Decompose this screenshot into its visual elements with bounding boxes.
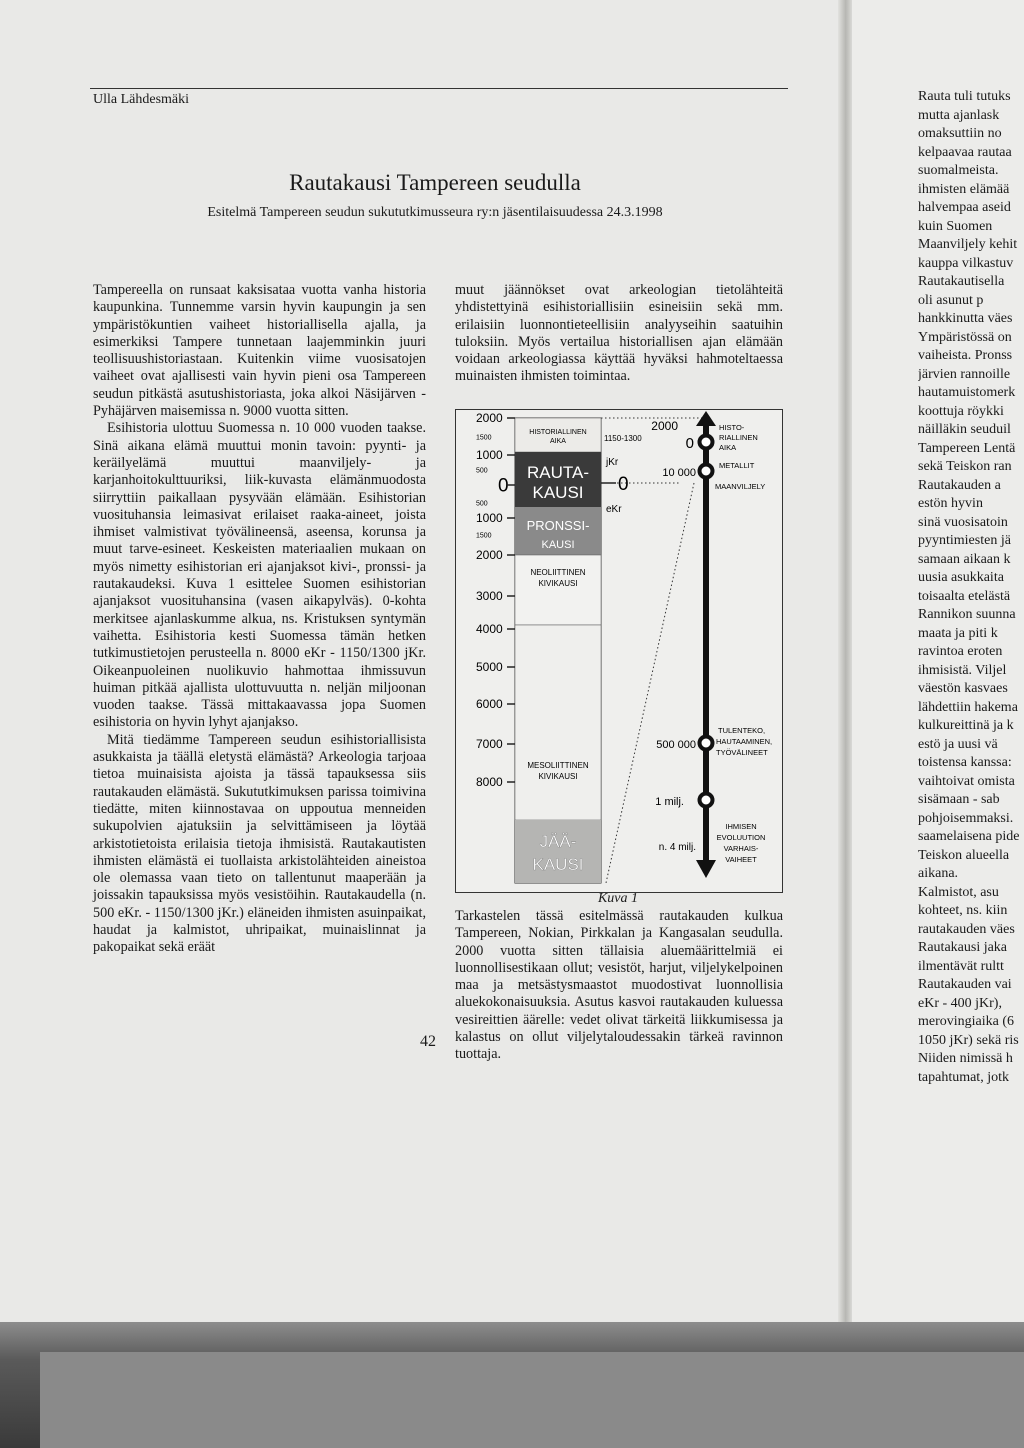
facing-page-line: samaan aikaan k bbox=[918, 551, 1011, 567]
left-axis-label: 1000 bbox=[476, 511, 503, 526]
period-label-aika: AIKA bbox=[550, 438, 566, 445]
jkr-label: jKr bbox=[606, 457, 619, 468]
marker-fire bbox=[700, 737, 713, 750]
facing-page-line: näilläkin seuduil bbox=[918, 422, 1011, 437]
arrow-head-down bbox=[696, 860, 716, 878]
event-histo-1: HISTO- bbox=[719, 423, 745, 432]
facing-page-line: kulkureittinä ja k bbox=[918, 718, 1014, 733]
period-label-pronssi: PRONSSI- bbox=[526, 518, 590, 533]
facing-page-line: suomalmeista. bbox=[918, 163, 999, 178]
period-label-jaa: JÄÄ- bbox=[539, 832, 577, 851]
facing-page-line: omaksuttiin no bbox=[918, 126, 1002, 141]
left-axis-label: 8000 bbox=[476, 775, 503, 790]
left-axis-label: 5000 bbox=[476, 660, 503, 675]
right-label-500000: 500 000 bbox=[656, 739, 696, 751]
event-metalli: METALLIT bbox=[719, 461, 755, 470]
left-axis-label: 3000 bbox=[476, 589, 503, 604]
left-axis-label: 500 bbox=[476, 467, 488, 475]
left-axis-label: 7000 bbox=[476, 737, 503, 752]
facing-page-line: Niiden nimissä h bbox=[918, 1051, 1013, 1066]
facing-page-line: koottuja röykki bbox=[918, 403, 1004, 419]
author-header: Ulla Lähdesmäki bbox=[93, 92, 190, 107]
event-ihmisen: IHMISEN bbox=[725, 822, 757, 831]
paragraph: Mitä tiedämme Tampereen seudun esihistoriallisista asukkaista ja täällä eletystä elämästä? Arkeologia tarjoaa tietoa muinaisista ajoista ja tässä tapauksessa siis rautakauden elämästä. Sukututkimuksen parissa toimivina tiedätte, miten kiinnostavaa on uppoutua menneiden sukupolvien ajatuksiin ja selvittämiseen ja löytää arkistotietoista erilaisia tietoja ihmisistä. Rautakautisten ihmisten elämästä ei tuollaista arkistolähteiden aineistoa ole olemassa vaan tieto on tallentunut maaperään ja joissakin tapauksissa myös vesistöihin. Rautakaudella (n. 500 eKr. - 1150/1300 jKr.) eläneiden ihmisten asuinpaikat, haudat ja kalmistot, uhripaikat, muinaislinnat ja pakopaikat sekä eräät bbox=[93, 731, 426, 956]
period-mesoliittinen bbox=[515, 625, 601, 820]
facing-page-line: maata ja piti k bbox=[918, 625, 998, 641]
facing-page-line: ihmisten elämää bbox=[918, 181, 1010, 197]
facing-page-line: estön hyvin bbox=[918, 496, 983, 511]
right-label-2000: 2000 bbox=[651, 419, 678, 433]
facing-page-line: uusia asukkaita bbox=[918, 570, 1004, 585]
facing-page-line: Rautakauden a bbox=[918, 477, 1001, 493]
event-histo-3: AIKA bbox=[719, 443, 737, 452]
facing-page-line: kuin Suomen bbox=[918, 218, 993, 234]
facing-page-line: sisämaan - sab bbox=[918, 792, 1000, 807]
facing-page-line: Teiskon alueella bbox=[918, 847, 1010, 863]
facing-page-line: hautamuistomerk bbox=[918, 385, 1016, 400]
facing-page-line: toistensa kanssa: bbox=[918, 755, 1012, 770]
facing-page-line: Ympäristössä on bbox=[918, 329, 1012, 345]
facing-page-line: ihmisistä. Viljel bbox=[918, 662, 1007, 678]
facing-page-line: eKr - 400 jKr), bbox=[918, 995, 1002, 1011]
facing-page-line: sekä Teiskon ran bbox=[918, 459, 1012, 474]
period-label-neo-kivikausi: KIVIKAUSI bbox=[538, 579, 578, 588]
event-evoluution: EVOLUUTION bbox=[716, 833, 766, 842]
left-axis bbox=[476, 411, 515, 789]
facing-page-line: lähdettiin hakema bbox=[918, 699, 1018, 715]
period-label-mesoliittinen: MESOLIITTINEN bbox=[527, 761, 589, 770]
facing-page-line: pohjoisemmaksi. bbox=[918, 810, 1014, 826]
event-tyovalineet: TYÖVÄLINEET bbox=[716, 748, 768, 757]
connector-diagonal bbox=[606, 483, 694, 883]
facing-page-line: Rautakauden vai bbox=[918, 977, 1012, 992]
left-column bbox=[93, 282, 426, 957]
facing-page-line: Rannikon suunna bbox=[918, 607, 1016, 622]
right-label-4milj: n. 4 milj. bbox=[658, 842, 696, 853]
facing-page-line: Rautakausi jaka bbox=[918, 940, 1008, 955]
event-hautaaminen: HAUTAAMINEN, bbox=[716, 737, 773, 746]
timeline-figure bbox=[455, 409, 783, 893]
event-tulenteko: TULENTEKO, bbox=[718, 726, 766, 735]
right-axis-labels bbox=[651, 419, 696, 853]
left-axis-label: 1000 bbox=[476, 448, 503, 463]
facing-page-line: merovingiaika (6 bbox=[918, 1014, 1015, 1029]
right-label-0: 0 bbox=[685, 435, 694, 452]
left-axis-label: 2000 bbox=[476, 411, 503, 426]
facing-page-line: 1050 jKr) sekä ris bbox=[918, 1032, 1019, 1048]
middle-column-bottom bbox=[455, 908, 783, 1064]
event-varhais: VARHAIS- bbox=[723, 844, 759, 853]
left-axis-label: 1500 bbox=[476, 532, 492, 540]
facing-page-line: pyyntimiesten jä bbox=[918, 533, 1011, 548]
facing-page-line: Rauta tuli tutuks bbox=[918, 89, 1011, 104]
marker-historical bbox=[700, 436, 713, 449]
left-axis-label: 4000 bbox=[476, 622, 503, 637]
facing-page-line: estö ja uusi vä bbox=[918, 736, 998, 752]
facing-page-line: kohteet, ns. kiin bbox=[918, 903, 1008, 918]
facing-page-line: tapahtumat, jotk bbox=[918, 1069, 1009, 1085]
event-maanviljely: MAANVILJELY bbox=[715, 482, 766, 491]
facing-page-line: hankkinutta väes bbox=[918, 311, 1013, 326]
marker-metal bbox=[700, 465, 713, 478]
right-label-1milj: 1 milj. bbox=[655, 796, 684, 808]
period-label-kausi: KAUSI bbox=[532, 483, 584, 502]
right-timeline-arrow bbox=[696, 411, 716, 878]
facing-page-text bbox=[918, 88, 1024, 1087]
facing-page-line: Kalmistot, asu bbox=[918, 884, 999, 900]
right-label-10000: 10 000 bbox=[662, 467, 696, 479]
zero-label: 0 bbox=[618, 474, 629, 495]
facing-page-line: mutta ajanlask bbox=[918, 107, 1000, 123]
period-neoliittinen bbox=[515, 555, 601, 625]
right-event-labels bbox=[715, 423, 772, 864]
paragraph: Tampereella on runsaat kaksisataa vuotta vanha historia kaupunkina. Tunnemme varsin hyvin kaupungin ja sen ympäristökuntien vaiheet historiallisella ajalla, ja esimerkiksi Tampere tunnetaan laajemminkin juuri teollisuushistoriastaan. Kuitenkin viime vuosisatojen vaiheet ovat ajallisesti vain hyvin pieni osa Tampereen seudun pitkästä asutushistoriasta, joka alkoi Näsijärven - Pyhäjärven maisemissa n. 9000 vuotta sitten. bbox=[93, 282, 426, 420]
page-number: 42 bbox=[420, 1033, 436, 1050]
left-axis-label: 0 bbox=[498, 475, 509, 497]
timeline-diagram bbox=[456, 410, 782, 892]
facing-page-line: saamelaisena pide bbox=[918, 829, 1020, 844]
left-axis-label: 1500 bbox=[476, 434, 492, 442]
middle-column-top bbox=[455, 282, 783, 386]
facing-page-line: Maanviljely kehit bbox=[918, 237, 1018, 252]
period-label-jaa-kausi: KAUSI bbox=[532, 855, 584, 874]
facing-page-line: oli asunut p bbox=[918, 292, 984, 308]
period-label-historiallinen: HISTORIALLINEN bbox=[529, 429, 587, 436]
ekr-label: eKr bbox=[606, 504, 622, 515]
left-axis-label: 500 bbox=[476, 500, 488, 508]
scanner-edge bbox=[40, 1352, 1024, 1448]
range-label: 1150-1300 bbox=[604, 434, 642, 443]
left-axis-label: 2000 bbox=[476, 548, 503, 563]
left-axis-label: 6000 bbox=[476, 697, 503, 712]
period-label-pronssi-kausi: KAUSI bbox=[541, 539, 575, 551]
arrow-head-up bbox=[696, 411, 716, 426]
figure-caption: Kuva 1 bbox=[597, 891, 639, 906]
header-rule bbox=[90, 88, 788, 89]
paragraph: Esihistoria ulottuu Suomessa n. 10 000 vuoden taakse. Sinä aikana elämä muuttui monin tavoin: pyynti- ja keräilyelämä muuttui maanviljely- ja karjanhoitokulttuuriksi, liik-kuvasta elämänmuodosta siirryttiin paikallaan pysyvään elämään. Esihistorian vuosituhansia leimasivat erilaiset raaka-aineet, joista ihmiset valmistivat työvälineensä, aseensa, korunsa ja muut tarve-esineet. Keskeisten materiaalien mukaan on myös nimetty esihistorian eri ajanjaksot kivi-, pronssi- ja rautakaudeksi. Kuva 1 esittelee Suomen esihistorian ajanjaksot vuosituhansina (vasen aikapylväs). 0-kohta merkitsee ajanlaskumme alkua, ns. Kristuksen syntymän vaihetta. Esihistoria kesti Suomessa tämän hetken tutkimustietojen perusteella n. 8000 eKr - 1150/1300 jKr. Oikeanpuoleinen nuolikuvio hahmottaa ihmissuvun huiman pitkää ajallista ulottuvuutta n. neljän miljoonan vuoden taakse. Tässä mittakaavassa jopa Suomen esihistoria on hyvin lyhyt ajanjakso. bbox=[93, 420, 426, 731]
facing-page-line: halvempaa aseid bbox=[918, 200, 1011, 215]
scanner-background bbox=[0, 1322, 1024, 1448]
period-label-neoliittinen: NEOLIITTINEN bbox=[530, 568, 586, 577]
facing-page-line: vaiheista. Pronss bbox=[918, 348, 1013, 363]
paragraph: muut jäännökset ovat arkeologian tietolähteitä yhdistettyinä esihistoriallisiin esineisiin sekä mm. erilaisiin luonnontieteellisiin analyyseihin saatuihin tuloksiin. Myös vertailua historiallisen ajan elämään voidaan arkeologiassa käyttää hyväksi hahmoteltaessa muinaisten ihmisten toimintaa. bbox=[455, 282, 783, 385]
facing-page-line: kelpaavaa rautaa bbox=[918, 144, 1012, 160]
event-vaiheet: VAIHEET bbox=[725, 855, 757, 864]
article-subtitle: Esitelmä Tampereen seudun sukututkimusseura ry:n jäsentilaisuudessa 24.3.1998 bbox=[207, 205, 663, 220]
facing-page-line: ravintoa eroten bbox=[918, 644, 1003, 659]
facing-page-line: toisaalta etelästä bbox=[918, 588, 1011, 604]
facing-page-line: Tampereen Lentä bbox=[918, 440, 1016, 456]
facing-page-line: vaihtoivat omista bbox=[918, 773, 1015, 789]
facing-page-line: kauppa vilkastuv bbox=[918, 255, 1014, 271]
facing-page-line: järvien rannoille bbox=[918, 366, 1011, 382]
facing-page-line: aikana. bbox=[918, 866, 959, 881]
facing-page-line: ilmentävät rultt bbox=[918, 958, 1004, 974]
article-title: Rautakausi Tampereen seudulla bbox=[289, 170, 581, 195]
facing-page-line: Rautakautisella bbox=[918, 274, 1005, 289]
facing-page-line: rautakauden väes bbox=[918, 921, 1015, 937]
paragraph: Tarkastelen tässä esitelmässä rautakauden kulkua Tampereen, Nokian, Pirkkalan ja Kangasalan seudulla. 2000 vuotta sitten tällaisia aluemäärittelmiä ei luonnollisestikaan ollut; vesistöt, harjut, viljelykelpoinen maa ja metsästysmaastot muodostivat luonnollisia aluekokonaisuuksia. Asutus kasvoi rautakauden kuluessa vesireittien äärelle: vedet olivat tärkeitä liikkumisessa ja kalastus on ollut viljelytaloudessakin tärkeä ravinnon tuottaja. bbox=[455, 908, 783, 1063]
period-label-meso-kivikausi: KIVIKAUSI bbox=[538, 772, 578, 781]
facing-page-line: sinä vuosisatoin bbox=[918, 514, 1008, 530]
event-histo-2: RIALLINEN bbox=[719, 433, 758, 442]
marker-evolution bbox=[700, 794, 713, 807]
facing-page-line: väestön kasvaes bbox=[918, 681, 1008, 696]
book-spine bbox=[838, 0, 852, 1322]
period-label-rauta: RAUTA- bbox=[526, 463, 590, 482]
